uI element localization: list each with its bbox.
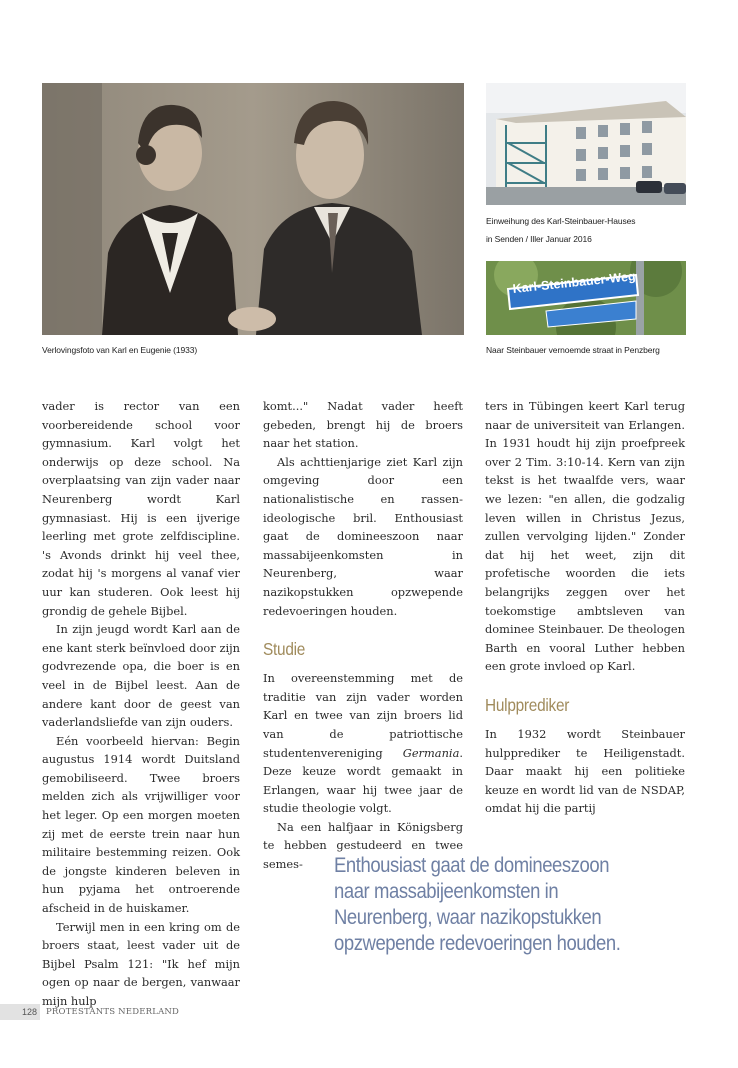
text-column-1 [42, 397, 240, 1011]
column3-paragraph-1: ters in Tübingen keert Karl terug naar de universiteit van Erlangen. In 1931 houdt hij zijn proefpreek over 2 Tim. 3:10-14. Kern van zijn tekst is het twaalfde vers, waar we lezen: "en allen, die godzalig leven willen in Christus Jezus, zullen vervolging lijden." Zonder dat hij het weet, zijn dit profetische woorden die iets belangrijks zeggen over het toekomstige ambtsleven van dominee Steinbauer. De theologen Barth en vooral Luther hebben een grote invloed op Karl. [485, 399, 685, 674]
text-column-2 [263, 397, 463, 874]
column3-paragraph-2: In 1932 wordt Steinbauer hulpprediker te Heiligenstadt. Daar maakt hij een politieke keuze en wordt lid van de NSDAP, omdat hij die partij [485, 726, 685, 816]
street-sign-illustration [486, 261, 686, 335]
column2-paragraph-3-end: . Deze keuze wordt gemaakt in Erlangen, waar hij twee jaar de studie theologie volgt. [263, 745, 463, 816]
pull-quote-line-2: naar massabijeenkomsten in [334, 879, 559, 903]
column1-paragraph-4: Terwijl men in een kring om de broers staat, leest vader uit de Bijbel Psalm 121: "Ik hef mijn ogen op naar de bergen, vanwaar mijn hulp [42, 919, 240, 1008]
building-photo-illustration [486, 83, 686, 205]
column2-paragraph-4: Na een halfjaar in Königsberg te hebben gestudeerd en twee semes- [263, 819, 463, 872]
germania-italic: Germania [402, 745, 460, 760]
street-sign-photo-caption: Naar Steinbauer vernoemde straat in Penzberg [486, 345, 660, 355]
building-photo-caption-line1: Einweihung des Karl-Steinbauer-Hauses [486, 216, 636, 226]
column1-paragraph-1: vader is rector van een voorbereidende school voor gymnasium. Karl volgt het onderwijs op deze school. Na overplaatsing van zijn vader naar Neurenberg wordt Karl gymnasiast. Hij is een ijverige leerling met grote zelfdiscipline. 's Avonds drinkt hij veel thee, zodat hij 's morgens al vanaf vier uur kan studeren. Ook leest hij grondig de gehele Bijbel. [42, 399, 240, 618]
text-column-3 [485, 397, 685, 818]
page-number: 128 [0, 1004, 40, 1020]
column1-paragraph-2: In zijn jeugd wordt Karl aan de ene kant sterk beïnvloed door zijn godvrezende opa, die boer is en veel in de Bijbel leest. Aan de andere kant door de geest van vaderlandsliefde van zijn ouders. [42, 622, 240, 730]
publication-name: PROTESTANTS NEDERLAND [46, 1007, 180, 1017]
building-photo-caption-line2: in Senden / Iller Januar 2016 [486, 234, 592, 244]
pull-quote [334, 852, 664, 956]
column2-paragraph-2: Als achttienjarige ziet Karl zijn omgeving door een nationalistische en rassen-ideologische bril. Enthousiast gaat de domineeszoon naar massabijeenkomsten in Neurenberg, waar nazikopstukken opzwepende redevoeringen houden. [263, 454, 463, 618]
section-heading-hulpprediker: Hulpprediker [485, 694, 570, 715]
page-footer [0, 1004, 179, 1020]
column1-paragraph-3: Eén voorbeeld hiervan: Begin augustus 1914 wordt Duitsland gemobiliseerd. Twee broers melden zich als vrijwilliger voor het leger. Op een morgen moeten zij met de eerste trein naar hun militaire bestemming reizen. Ook de jongste kinderen beleven in hun pyjama het ontroerende afscheid in de huiskamer. [42, 733, 240, 916]
column2-paragraph-3 [263, 669, 463, 818]
street-sign-text: Karl-Steinbauer-Weg [512, 269, 637, 296]
column2-paragraph-3-start: In overeenstemming met de traditie van zijn vader worden Karl en twee van zijn broers lid van de patriottische studentenvereniging [263, 671, 463, 760]
section-heading-studie: Studie [263, 639, 306, 660]
pull-quote-line-1: Enthousiast gaat de domineeszoon [334, 853, 610, 877]
engagement-photo [42, 83, 464, 335]
column2-paragraph-1: komt..." Nadat vader heeft gebeden, brengt hij de broers naar het station. [263, 399, 463, 451]
engagement-photo-caption: Verlovingsfoto van Karl en Eugenie (1933) [42, 345, 198, 355]
building-photo [486, 83, 686, 205]
pull-quote-line-4: opzwepende redevoeringen houden. [334, 931, 621, 955]
street-sign-photo [486, 261, 686, 335]
engagement-photo-illustration [42, 83, 464, 335]
pull-quote-line-3: Neurenberg, waar nazikopstukken [334, 905, 602, 929]
